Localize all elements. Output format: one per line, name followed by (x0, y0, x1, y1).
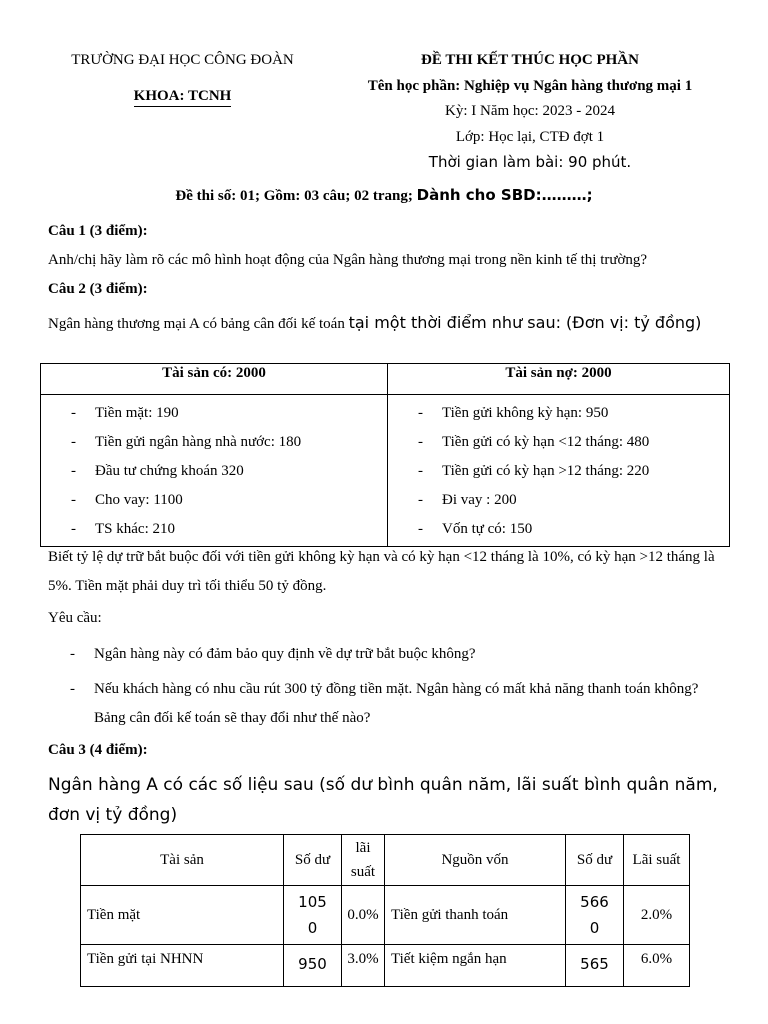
list-item (41, 486, 387, 515)
dash-marker: - (71, 405, 76, 421)
cell-source-rate: 6.0% (624, 945, 690, 987)
cell-asset-balance: 950 (284, 945, 342, 987)
liability-item: Vốn tự có: 150 (442, 521, 533, 537)
dash-marker: - (71, 463, 76, 479)
liabilities-header: Tài sản nợ: 2000 (388, 364, 730, 395)
cell-source-balance: 5660 (566, 886, 624, 945)
dash-marker: - (418, 405, 423, 421)
list-item (388, 515, 729, 544)
exam-duration: Thời gian làm bài: 90 phút. (428, 153, 632, 171)
table-row (81, 945, 690, 987)
cell-source-rate: 2.0% (624, 886, 690, 945)
assets-list (41, 399, 387, 544)
liability-item: Tiền gửi có kỳ hạn >12 tháng: 220 (442, 463, 650, 479)
requirement-item: Ngân hàng này có đảm bảo quy định về dự trữ bắt buộc không? (94, 646, 476, 662)
cell-asset: Tiền gửi tại NHNN (81, 945, 284, 987)
q1-title: Câu 1 (3 điểm): (48, 223, 148, 239)
liability-item: Tiền gửi không kỳ hạn: 950 (442, 405, 609, 421)
col-header-source: Nguồn vốn (385, 835, 566, 886)
cell-asset-rate: 0.0% (342, 886, 385, 945)
liabilities-cell (388, 395, 730, 547)
list-item (41, 457, 387, 486)
col-header-source-rate: Lãi suất (624, 835, 690, 886)
q2-intro-b: tại một thời điểm như sau: (Đơn vị: tỷ đồng) (348, 313, 702, 332)
school-name: TRƯỜNG ĐẠI HỌC CÔNG ĐOÀN (71, 52, 294, 68)
list-item (41, 515, 387, 544)
exam-term: Kỳ: I Năm học: 2023 - 2024 (445, 103, 615, 119)
q2-title: Câu 2 (3 điểm): (48, 281, 148, 297)
q3-intro: Ngân hàng A có các số liệu sau (số dư bình quân năm, lãi suất bình quân năm, đơn vị tỷ đồng) (48, 775, 718, 825)
exam-class: Lớp: Học lại, CTĐ đợt 1 (455, 129, 605, 145)
q2-requirements-label: Yêu cầu: (48, 610, 102, 626)
assets-header: Tài sản có: 2000 (41, 364, 388, 395)
balance-sheet-table (40, 363, 730, 547)
course-name: Tên học phần: Nghiệp vụ Ngân hàng thương mại 1 (367, 78, 693, 94)
col-header-source-balance: Số dư (566, 835, 624, 886)
q3-table (80, 834, 690, 987)
col-header-asset: Tài sản (81, 835, 284, 886)
sbd-label: Dành cho SBD:………; (416, 186, 593, 204)
asset-item: Tiền mặt: 190 (95, 405, 179, 421)
faculty-name (30, 88, 335, 105)
list-item (388, 457, 729, 486)
dash-marker: - (418, 463, 423, 479)
liability-item: Tiền gửi có kỳ hạn <12 tháng: 480 (442, 434, 650, 450)
exam-title: ĐỀ THI KẾT THÚC HỌC PHẦN (421, 52, 639, 68)
q2-intro (48, 310, 724, 337)
liabilities-list (388, 399, 729, 544)
list-item (388, 399, 729, 428)
balance-sheet-header-row (41, 364, 730, 395)
exam-info (0, 186, 768, 205)
requirement-item: Nếu khách hàng có nhu cầu rút 300 tỷ đồng tiền mặt. Ngân hàng có mất khả năng thanh toán không? Bảng cân đối kế toán sẽ thay đổi như thế nào? (94, 681, 699, 726)
q2-requirements-list (48, 640, 724, 733)
cell-source: Tiền gửi thanh toán (385, 886, 566, 945)
asset-item: Tiền gửi ngân hàng nhà nước: 180 (95, 434, 302, 450)
cell-asset: Tiền mặt (81, 886, 284, 945)
faculty-label: KHOA: TCNH (134, 88, 232, 107)
asset-item: Cho vay: 1100 (95, 492, 183, 508)
dash-marker: - (70, 681, 75, 697)
exam-info-text: Đề thi số: 01; Gồm: 03 câu; 02 trang; (175, 188, 417, 204)
q1-text: Anh/chị hãy làm rõ các mô hình hoạt động của Ngân hàng thương mại trong nền kinh tế thị trường? (48, 252, 648, 268)
q2-note: Biết tỷ lệ dự trữ bắt buộc đối với tiền gửi không kỳ hạn và có kỳ hạn <12 tháng là 10%, có kỳ hạn >12 tháng là 5%. Tiền mặt phải duy trì tối thiểu 50 tỷ đồng. (48, 549, 715, 594)
liability-item: Đi vay : 200 (442, 492, 517, 508)
dash-marker: - (70, 646, 75, 662)
balance-sheet-body-row (41, 395, 730, 547)
dash-marker: - (71, 434, 76, 450)
dash-marker: - (418, 521, 423, 537)
dash-marker: - (71, 492, 76, 508)
list-item (41, 428, 387, 457)
list-item (48, 675, 724, 733)
cell-source-balance: 565 (566, 945, 624, 987)
list-item (48, 640, 724, 669)
dash-marker: - (418, 434, 423, 450)
cell-asset-rate: 3.0% (342, 945, 385, 987)
cell-asset-balance: 1050 (284, 886, 342, 945)
col-header-asset-balance: Số dư (284, 835, 342, 886)
q3-title: Câu 3 (4 điểm): (48, 742, 148, 758)
table-row (81, 886, 690, 945)
q2-intro-a: Ngân hàng thương mại A có bảng cân đối kế toán (48, 316, 349, 332)
cell-source: Tiết kiệm ngắn hạn (385, 945, 566, 987)
list-item (388, 428, 729, 457)
asset-item: Đầu tư chứng khoán 320 (95, 463, 244, 479)
col-header-asset-rate: lãi suất (342, 835, 385, 886)
assets-cell (41, 395, 388, 547)
dash-marker: - (418, 492, 423, 508)
list-item (41, 399, 387, 428)
asset-item: TS khác: 210 (95, 521, 175, 537)
q3-header-row (81, 835, 690, 886)
list-item (388, 486, 729, 515)
dash-marker: - (71, 521, 76, 537)
